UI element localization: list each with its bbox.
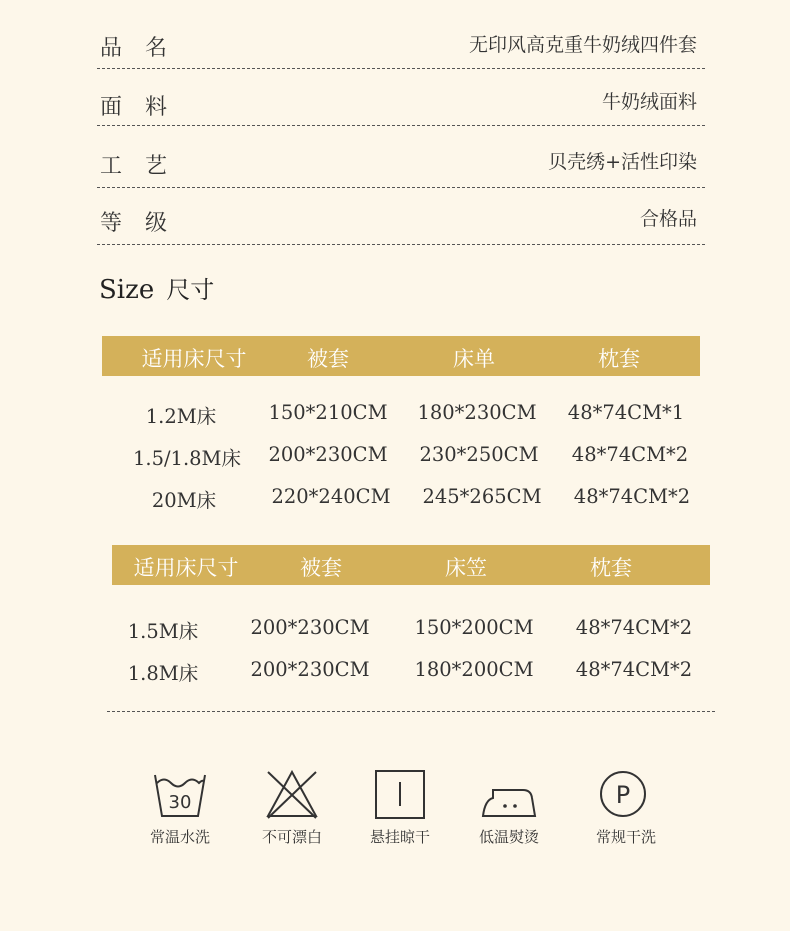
- wash-30-icon: [152, 768, 208, 820]
- table-cell: 48*74CM*2: [575, 658, 693, 681]
- table-cell: 1.8M床: [127, 662, 199, 685]
- table-cell: 180*200CM: [414, 658, 534, 681]
- care-label: 悬挂晾干: [369, 828, 430, 846]
- low-iron-icon: [479, 768, 539, 820]
- table-cell: 1.5/1.8M床: [132, 447, 242, 470]
- table-header-cell: 适用床尺寸: [141, 347, 247, 371]
- table-cell: 48*74CM*2: [573, 485, 691, 508]
- care-label: 低温熨烫: [478, 828, 539, 846]
- table-cell: 1.2M床: [145, 405, 217, 428]
- spec-value: 无印风高克重牛奶绒四件套: [468, 34, 697, 56]
- table-header: [102, 336, 700, 376]
- section-divider: [107, 711, 715, 712]
- table-cell: 230*250CM: [419, 443, 539, 466]
- table-cell: 48*74CM*2: [571, 443, 689, 466]
- spec-row-fabric: [97, 80, 705, 126]
- size-title-cn: 尺寸: [166, 276, 215, 304]
- table-cell: 200*230CM: [250, 658, 370, 681]
- table-cell: 48*74CM*2: [575, 616, 693, 639]
- table-header-cell: 枕套: [598, 347, 640, 371]
- care-label: 常温水洗: [149, 828, 210, 846]
- no-bleach-icon: [264, 768, 320, 820]
- table-cell: 200*230CM: [250, 616, 370, 639]
- spec-label: 等 级: [100, 211, 168, 236]
- table-cell: 150*200CM: [414, 616, 534, 639]
- spec-row-name: [97, 22, 705, 69]
- table-cell: 1.5M床: [127, 620, 199, 643]
- table-cell: 220*240CM: [271, 485, 391, 508]
- spec-value: 牛奶绒面料: [601, 91, 697, 113]
- table-header-cell: 被套: [307, 347, 349, 371]
- table-cell: 200*230CM: [268, 443, 388, 466]
- table-header: [112, 545, 710, 585]
- spec-value: 合格品: [639, 208, 697, 230]
- care-item-wash: [135, 768, 225, 847]
- care-item-dry-clean: [581, 768, 671, 847]
- table-cell: 180*230CM: [417, 401, 537, 424]
- spec-value: 贝壳绣+活性印染: [548, 151, 697, 173]
- table-cell: 20M床: [151, 489, 217, 512]
- table-cell: 48*74CM*1: [567, 401, 685, 424]
- spec-row-grade: [97, 197, 705, 245]
- dry-clean-letter: P: [615, 781, 631, 809]
- spec-label: 品 名: [100, 36, 168, 61]
- spec-label: 工 艺: [100, 154, 168, 179]
- table-header-cell: 床笠: [445, 556, 487, 580]
- care-label: 不可漂白: [261, 828, 322, 846]
- care-item-no-bleach: [247, 768, 337, 847]
- table-cell: 150*210CM: [268, 401, 388, 424]
- size-title-en: Size: [99, 275, 155, 305]
- care-item-line-dry: [355, 768, 445, 847]
- wash-temperature: 30: [168, 792, 192, 813]
- dry-clean-p-icon: [598, 768, 654, 820]
- spec-label: 面 料: [100, 95, 168, 120]
- table-header-cell: 被套: [300, 556, 342, 580]
- size-section-title: [99, 270, 214, 305]
- table-header-cell: 床单: [453, 347, 495, 371]
- care-label: 常规干洗: [595, 828, 656, 846]
- care-item-low-iron: [464, 768, 554, 847]
- table-header-cell: 枕套: [590, 556, 632, 580]
- table-cell: 245*265CM: [422, 485, 542, 508]
- line-dry-icon: [372, 768, 428, 820]
- spec-row-craft: [97, 138, 705, 188]
- table-header-cell: 适用床尺寸: [133, 556, 239, 580]
